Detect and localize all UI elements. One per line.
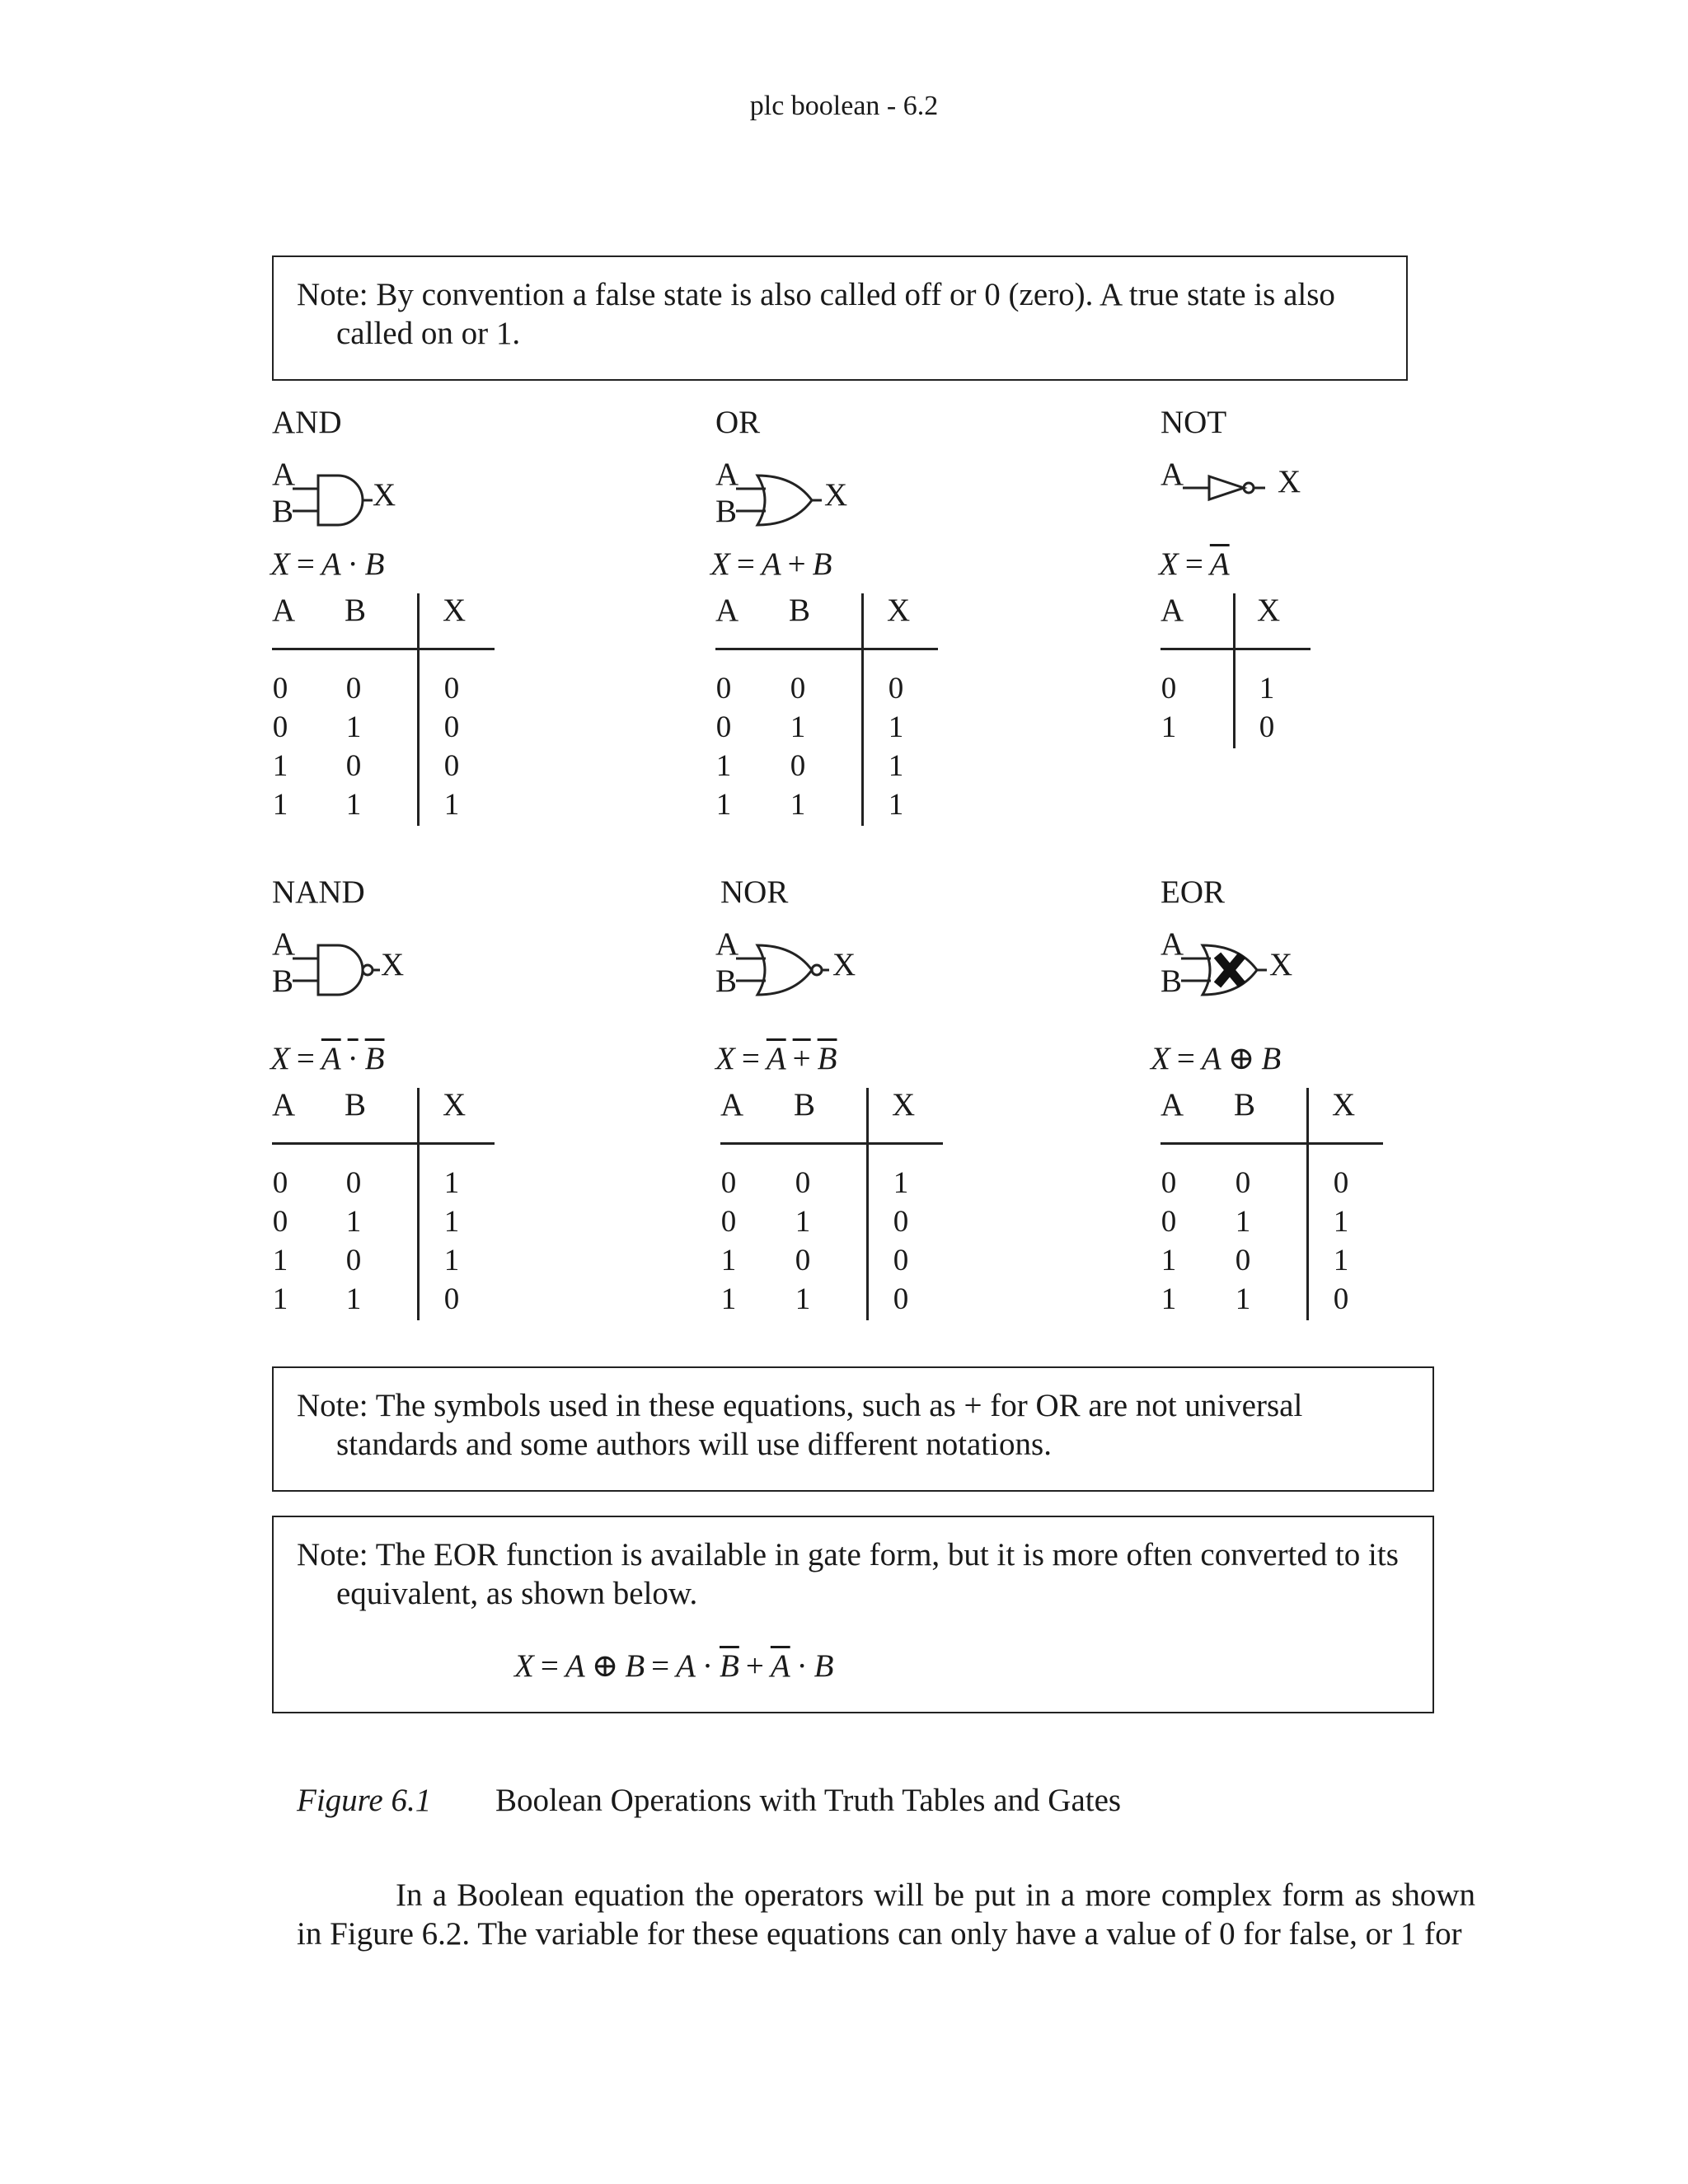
eq-a3-not: $\overline{A}$ xyxy=(770,1648,790,1684)
or-gate-icon xyxy=(736,474,835,532)
or-cell: 0 xyxy=(715,710,732,744)
or-output-label: X xyxy=(824,477,848,513)
and-eq-op: · xyxy=(347,546,359,582)
nor-eq-a: A xyxy=(766,1041,786,1076)
nor-cell: 0 xyxy=(720,1166,737,1200)
note-convention xyxy=(272,255,1408,381)
and-cell: 0 xyxy=(272,710,288,744)
or-cell: 0 xyxy=(790,672,806,705)
note-symbols-text: Note: The symbols used in these equations, such as + for OR are not universal standards and some authors will use different notations. xyxy=(297,1388,1303,1462)
not-eq-lhs: X xyxy=(1159,546,1179,582)
eq-equals-2: = xyxy=(651,1648,670,1684)
and-input-b-label: B xyxy=(272,494,294,529)
body-paragraph: In a Boolean equation the operators will be put in a more complex form as shown in Figure 6.2. The variable for these equations can only have a value of 0 for false, or 1 for xyxy=(297,1877,1475,1952)
note-convention-text: Note: By convention a false state is also called off or 0 (zero). A true state is also called on or 1. xyxy=(297,277,1335,351)
and-cell: 1 xyxy=(272,749,288,783)
eor-cell: 1 xyxy=(1160,1282,1177,1316)
eor-cell: 0 xyxy=(1235,1166,1251,1200)
nor-cell: 0 xyxy=(795,1166,811,1200)
eor-eq-lhs: X xyxy=(1151,1041,1170,1076)
nand-gate-icon xyxy=(293,944,392,1001)
or-eq-a: A xyxy=(761,546,781,582)
eor-cell: 1 xyxy=(1333,1244,1349,1277)
and-eq-lhs: X xyxy=(270,546,290,582)
note-eor-equivalent xyxy=(272,1516,1434,1713)
figure-title: Boolean Operations with Truth Tables and Gates xyxy=(495,1783,1122,1818)
nand-input-b-label: B xyxy=(272,963,294,999)
and-input-a-label: A xyxy=(272,457,296,492)
eq-a1: A xyxy=(565,1648,585,1684)
nand-eq-equals: = xyxy=(296,1041,315,1076)
or-table-rule xyxy=(715,648,938,650)
nor-title: NOR xyxy=(720,874,789,910)
nand-cell: 0 xyxy=(272,1166,288,1200)
figure-caption xyxy=(297,1782,1121,1819)
and-eq-b: B xyxy=(364,546,385,582)
eq-b1: B xyxy=(625,1648,645,1684)
and-eq-equals: = xyxy=(296,546,315,582)
eq-xor: ⊕ xyxy=(591,1648,619,1684)
or-title: OR xyxy=(715,405,761,440)
and-cell: 0 xyxy=(272,672,288,705)
nor-eq-equals: = xyxy=(741,1041,760,1076)
eor-cell: 0 xyxy=(1333,1282,1349,1316)
and-title: AND xyxy=(272,405,342,440)
or-cell: 0 xyxy=(790,749,806,783)
or-table-divider xyxy=(861,593,864,826)
eq-a2: A xyxy=(676,1648,696,1684)
nor-input-b-label: B xyxy=(715,963,738,999)
nor-cell: 1 xyxy=(720,1244,737,1277)
eor-cell: 1 xyxy=(1235,1282,1251,1316)
nor-table-divider xyxy=(866,1088,869,1320)
or-eq-op: + xyxy=(787,546,806,582)
and-output-label: X xyxy=(373,477,396,513)
not-input-a-label: A xyxy=(1160,457,1184,492)
nor-gate-icon xyxy=(736,944,843,1001)
nand-eq-op: · xyxy=(347,1041,359,1076)
or-header-x: X xyxy=(887,593,911,628)
eor-cell: 0 xyxy=(1160,1205,1177,1239)
or-header-b: B xyxy=(789,593,811,628)
eor-cell: 1 xyxy=(1333,1205,1349,1239)
eor-header-x: X xyxy=(1332,1087,1356,1122)
and-cell: 1 xyxy=(443,788,460,822)
nor-table-rule xyxy=(720,1142,943,1145)
nand-cell: 1 xyxy=(443,1166,460,1200)
or-cell: 1 xyxy=(888,788,904,822)
and-cell: 0 xyxy=(345,749,362,783)
eq-dot-2: · xyxy=(796,1648,808,1684)
not-table-divider xyxy=(1233,593,1236,748)
or-cell: 0 xyxy=(715,672,732,705)
nand-cell: 0 xyxy=(443,1282,460,1316)
not-eq-equals: = xyxy=(1184,546,1203,582)
not-header-x: X xyxy=(1257,593,1281,628)
nand-output-label: X xyxy=(381,947,405,982)
eor-eq-a: A xyxy=(1201,1041,1221,1076)
nand-cell: 1 xyxy=(443,1205,460,1239)
and-cell: 1 xyxy=(345,788,362,822)
nand-table-rule xyxy=(272,1142,495,1145)
or-eq-equals: = xyxy=(736,546,755,582)
eor-header-b: B xyxy=(1234,1087,1256,1122)
or-cell: 1 xyxy=(715,749,732,783)
and-table-divider xyxy=(417,593,420,826)
and-table-rule xyxy=(272,648,495,650)
nand-eq-b: B xyxy=(364,1041,385,1076)
and-header-a: A xyxy=(272,593,296,628)
and-cell: 0 xyxy=(443,749,460,783)
not-cell: 0 xyxy=(1259,710,1275,744)
nor-equation xyxy=(715,1040,837,1077)
eor-eq-op: ⊕ xyxy=(1227,1041,1255,1076)
page-header: plc boolean - 6.2 xyxy=(749,91,939,121)
eor-cell: 0 xyxy=(1333,1166,1349,1200)
or-cell: 1 xyxy=(715,788,732,822)
note-symbols xyxy=(272,1366,1434,1492)
nand-title: NAND xyxy=(272,874,365,910)
eor-cell: 1 xyxy=(1160,1244,1177,1277)
nand-header-x: X xyxy=(443,1087,467,1122)
and-equation xyxy=(270,546,384,583)
eor-title: EOR xyxy=(1160,874,1225,910)
not-header-a: A xyxy=(1160,593,1184,628)
not-cell: 1 xyxy=(1160,710,1177,744)
nor-eq-op: + xyxy=(792,1041,811,1076)
nand-eq-rhs xyxy=(321,1041,385,1076)
or-cell: 1 xyxy=(790,710,806,744)
nor-input-a-label: A xyxy=(715,926,739,962)
eor-cell: 0 xyxy=(1235,1244,1251,1277)
eor-input-a-label: A xyxy=(1160,926,1184,962)
eor-equivalent-equation xyxy=(514,1647,833,1685)
nand-cell: 1 xyxy=(345,1205,362,1239)
eq-equals-1: = xyxy=(540,1648,559,1684)
eor-header-a: A xyxy=(1160,1087,1184,1122)
not-gate-icon xyxy=(1183,471,1282,504)
nor-header-x: X xyxy=(892,1087,916,1122)
and-gate-icon xyxy=(293,474,383,532)
not-eq-a: $\overline{A}$ xyxy=(1209,546,1230,582)
or-equation xyxy=(710,546,832,583)
not-title: NOT xyxy=(1160,405,1227,440)
or-header-a: A xyxy=(715,593,739,628)
or-input-a-label: A xyxy=(715,457,739,492)
not-cell: 1 xyxy=(1259,672,1275,705)
eq-x: X xyxy=(514,1648,534,1684)
eq-plus: + xyxy=(745,1648,764,1684)
nand-header-b: B xyxy=(345,1087,367,1122)
and-cell: 0 xyxy=(345,672,362,705)
nor-cell: 1 xyxy=(795,1282,811,1316)
eq-b3: B xyxy=(814,1648,834,1684)
eor-eq-b: B xyxy=(1261,1041,1282,1076)
nand-equation xyxy=(270,1040,384,1077)
note-eor-text: Note: The EOR function is available in gate form, but it is more often converted to its equivalent, as shown below. xyxy=(297,1537,1399,1611)
nand-eq-a: A xyxy=(321,1041,341,1076)
nand-cell: 1 xyxy=(272,1244,288,1277)
eor-eq-equals: = xyxy=(1176,1041,1195,1076)
and-cell: 0 xyxy=(443,672,460,705)
nor-header-a: A xyxy=(720,1087,744,1122)
nand-cell: 1 xyxy=(345,1282,362,1316)
not-equation xyxy=(1159,546,1230,583)
nor-eq-rhs xyxy=(767,1041,837,1076)
or-eq-b: B xyxy=(812,546,832,582)
nand-cell: 1 xyxy=(443,1244,460,1277)
nor-cell: 0 xyxy=(893,1205,909,1239)
nand-input-a-label: A xyxy=(272,926,296,962)
and-cell: 1 xyxy=(345,710,362,744)
not-table-rule xyxy=(1160,648,1311,650)
nand-cell: 0 xyxy=(345,1166,362,1200)
nor-cell: 0 xyxy=(893,1282,909,1316)
nor-cell: 1 xyxy=(795,1205,811,1239)
not-output-label: X xyxy=(1278,464,1301,499)
nor-header-b: B xyxy=(794,1087,816,1122)
eor-table-rule xyxy=(1160,1142,1383,1145)
nor-cell: 0 xyxy=(893,1244,909,1277)
eor-input-b-label: B xyxy=(1160,963,1183,999)
nand-table-divider xyxy=(417,1088,420,1320)
or-input-b-label: B xyxy=(715,494,738,529)
and-cell: 0 xyxy=(443,710,460,744)
nor-cell: 0 xyxy=(795,1244,811,1277)
eor-gate-icon xyxy=(1181,944,1280,1001)
nor-output-label: X xyxy=(832,947,856,982)
nand-header-a: A xyxy=(272,1087,296,1122)
nand-cell: 1 xyxy=(272,1282,288,1316)
nor-eq-lhs: X xyxy=(715,1041,735,1076)
or-cell: 1 xyxy=(888,710,904,744)
eor-equation xyxy=(1151,1040,1281,1077)
eor-table-divider xyxy=(1306,1088,1309,1320)
nor-cell: 1 xyxy=(720,1282,737,1316)
eq-dot-1: · xyxy=(702,1648,713,1684)
or-cell: 1 xyxy=(888,749,904,783)
or-cell: 0 xyxy=(888,672,904,705)
figure-label: Figure 6.1 xyxy=(297,1783,432,1818)
or-eq-lhs: X xyxy=(710,546,730,582)
nor-cell: 0 xyxy=(720,1205,737,1239)
eor-output-label: X xyxy=(1269,947,1293,982)
nand-eq-lhs: X xyxy=(270,1041,290,1076)
and-cell: 1 xyxy=(272,788,288,822)
nand-cell: 0 xyxy=(345,1244,362,1277)
and-header-x: X xyxy=(443,593,467,628)
nor-cell: 1 xyxy=(893,1166,909,1200)
eor-cell: 0 xyxy=(1160,1166,1177,1200)
and-eq-a: A xyxy=(321,546,341,582)
eq-b2-not: $\overline{B}$ xyxy=(720,1648,739,1684)
and-header-b: B xyxy=(345,593,367,628)
nand-cell: 0 xyxy=(272,1205,288,1239)
nor-eq-b: B xyxy=(817,1041,837,1076)
or-cell: 1 xyxy=(790,788,806,822)
eor-cell: 1 xyxy=(1235,1205,1251,1239)
not-cell: 0 xyxy=(1160,672,1177,705)
